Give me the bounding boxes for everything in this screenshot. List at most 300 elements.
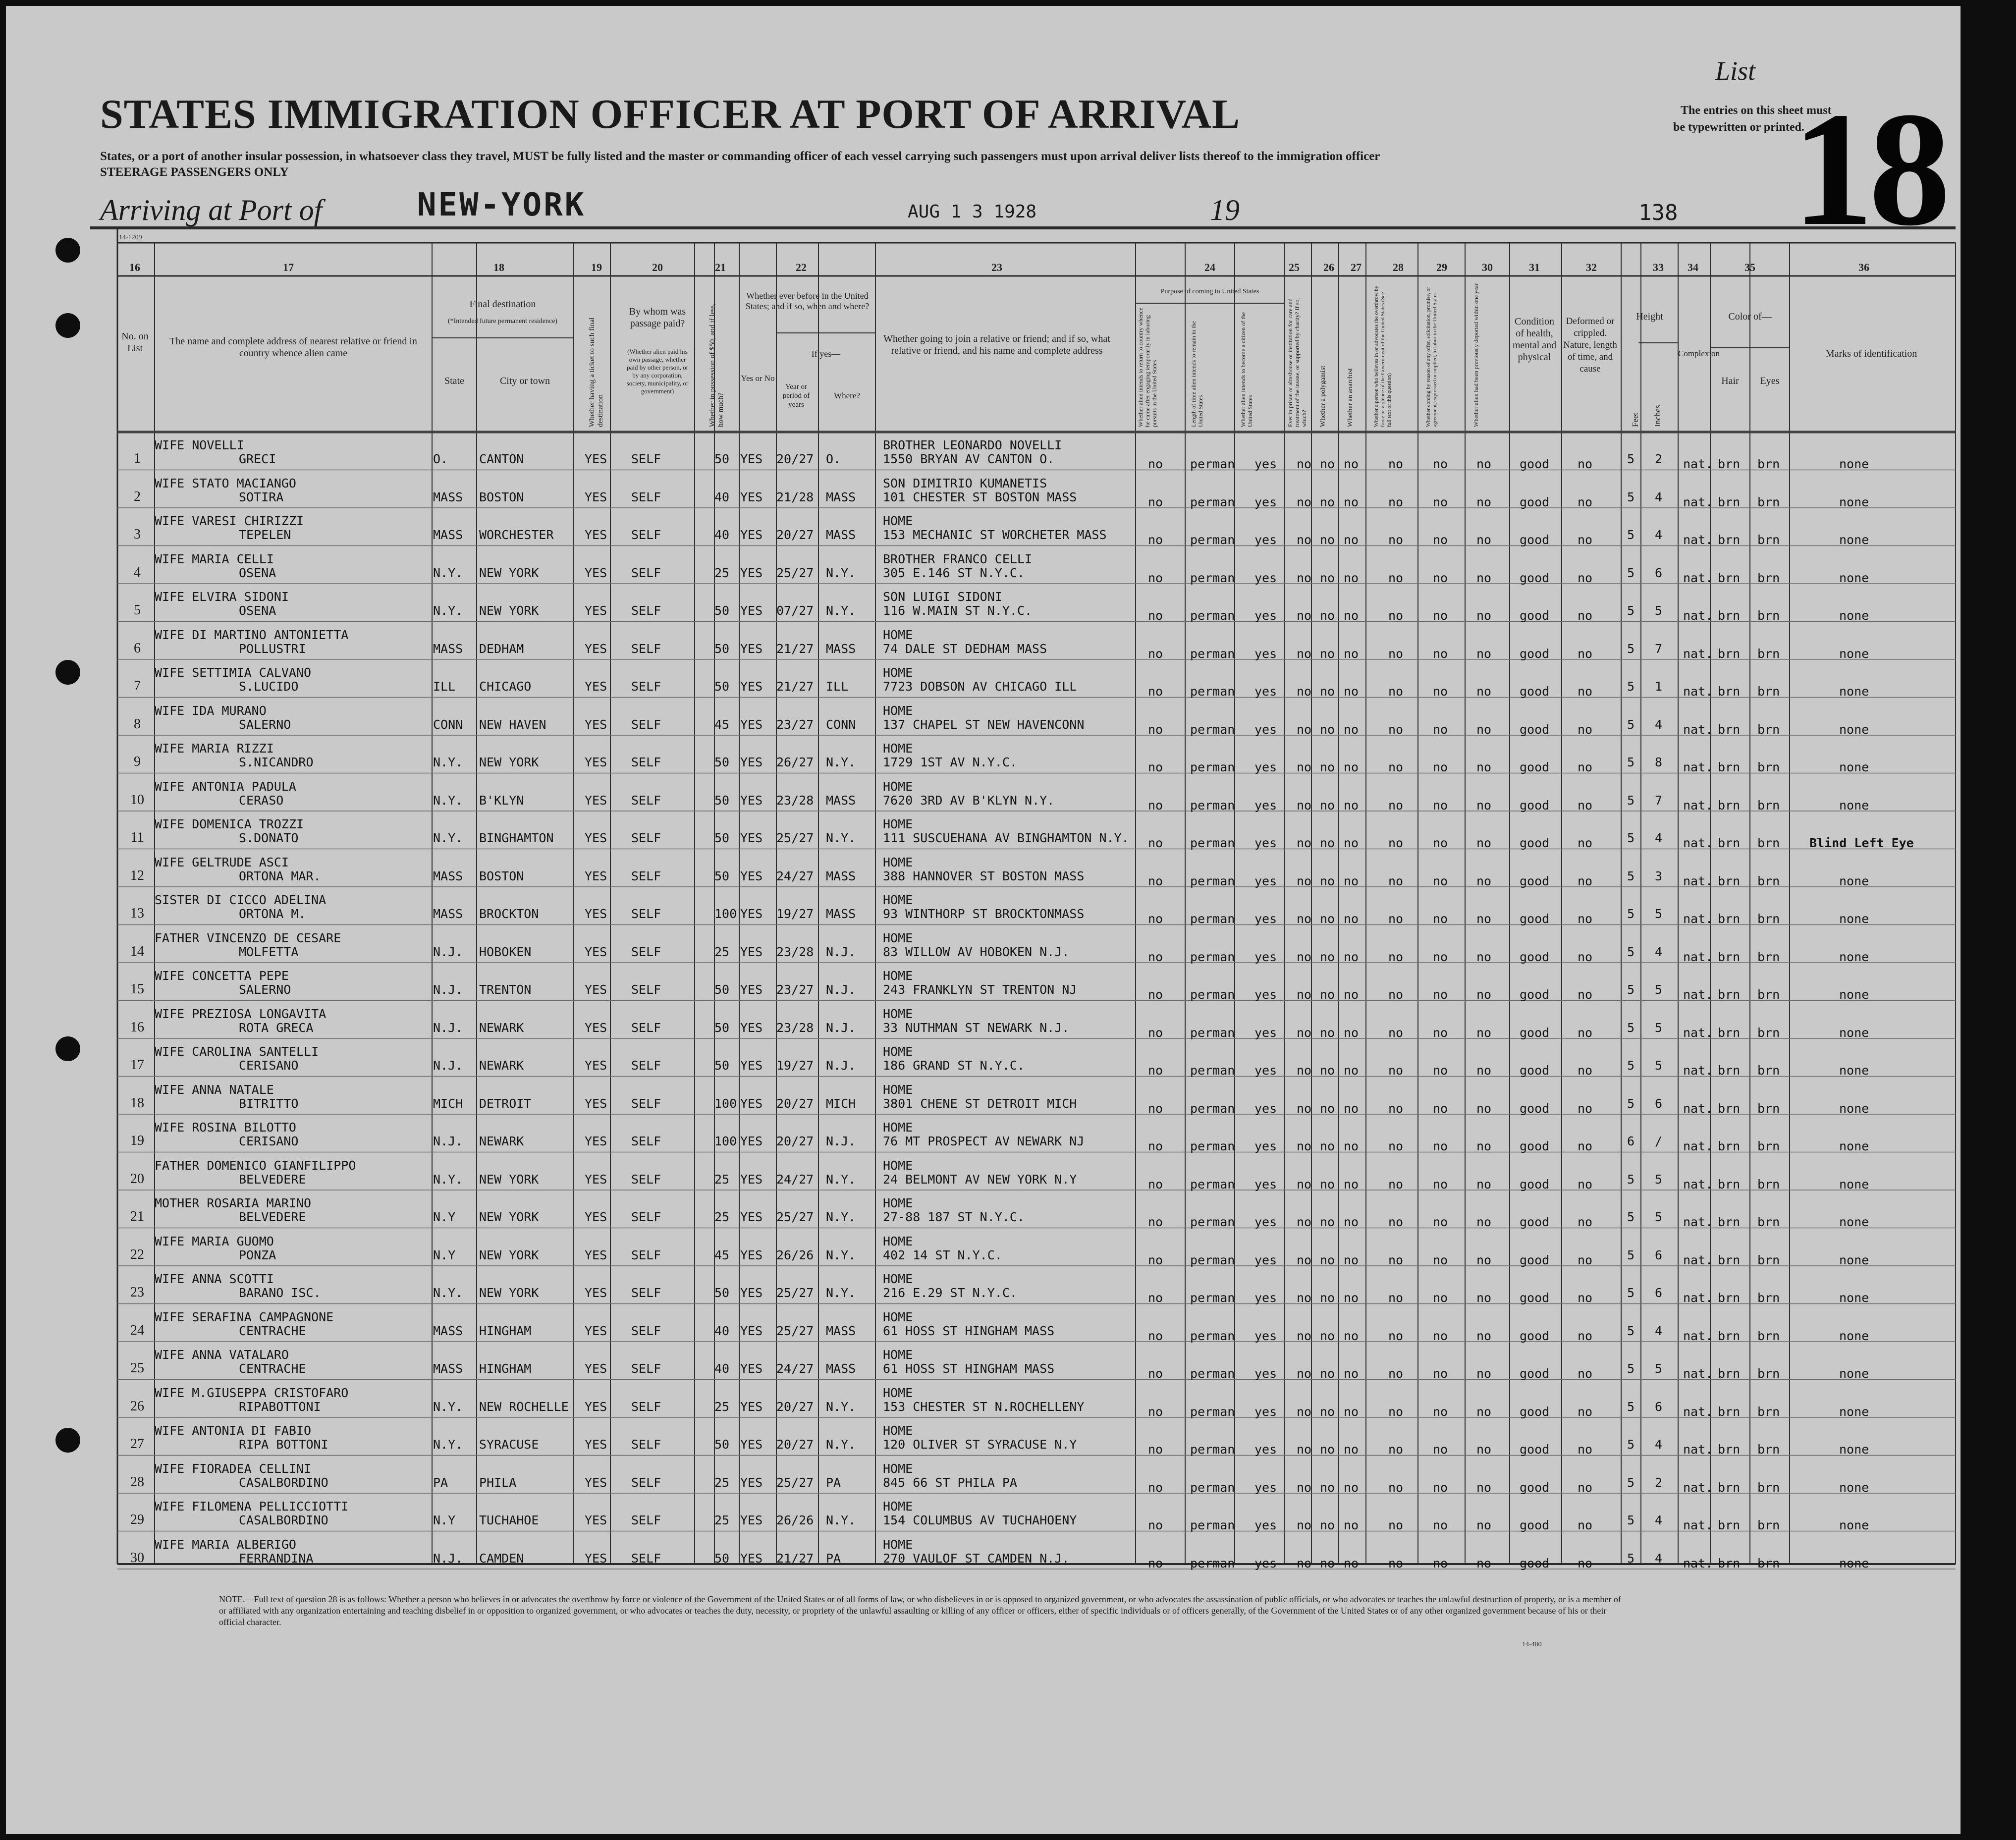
q27: no [1344, 912, 1359, 926]
q27: no [1344, 1404, 1359, 1419]
been-before: YES [740, 565, 763, 580]
arriving-label: Arriving at Port of [100, 194, 323, 226]
joining-relative: HOME [883, 1006, 913, 1021]
citizen-intent: yes [1254, 873, 1277, 888]
dest-state: MASS [433, 489, 463, 504]
marks: none [1839, 1063, 1869, 1078]
row-number: 4 [134, 564, 141, 580]
health: good [1520, 1291, 1550, 1305]
q29: no [1433, 873, 1448, 888]
deformed: no [1578, 1063, 1593, 1078]
q27: no [1344, 1101, 1359, 1116]
money: 25 [714, 1513, 730, 1527]
ticket: YES [585, 528, 607, 542]
marks: none [1839, 1366, 1869, 1381]
joining-address: 1550 BRYAN AV CANTON O. [883, 452, 1055, 466]
hair-color: brn [1718, 1025, 1741, 1040]
q25: no [1297, 1139, 1312, 1153]
height-inches: 5 [1655, 1058, 1663, 1073]
dest-city: HINGHAM [479, 1361, 532, 1376]
return-intent: no [1148, 1177, 1163, 1191]
return-intent: no [1148, 873, 1163, 888]
health: good [1520, 1025, 1550, 1040]
return-intent: no [1148, 1518, 1163, 1532]
dest-state: N.Y. [433, 1172, 463, 1187]
years: 25/27 [776, 1323, 814, 1338]
col-number: 27 [1351, 261, 1362, 273]
q28: no [1388, 684, 1404, 699]
eye-color: brn [1757, 912, 1780, 926]
deformed: no [1578, 1025, 1593, 1040]
relative-name: FATHER DOMENICO GIANFILIPPO [155, 1158, 356, 1173]
joining-relative: HOME [883, 1348, 913, 1362]
relative-name: MOTHER ROSARIA MARINO [155, 1196, 312, 1210]
length-of-stay: perman [1190, 987, 1235, 1002]
q29: no [1433, 1480, 1448, 1495]
q29: no [1433, 760, 1448, 774]
q28: no [1388, 760, 1404, 774]
where: MASS [826, 489, 856, 504]
joining-address: 137 CHAPEL ST NEW HAVENCONN [883, 717, 1085, 732]
length-of-stay: perman [1190, 1252, 1235, 1267]
q30: no [1476, 1025, 1492, 1040]
home-town: CASALBORDINO [239, 1475, 328, 1490]
citizen-intent: yes [1254, 494, 1277, 509]
length-of-stay: perman [1190, 1556, 1235, 1570]
q26: no [1320, 912, 1335, 926]
dest-city: NEW YORK [479, 603, 539, 618]
years: 23/28 [776, 793, 814, 808]
height-feet: 5 [1627, 452, 1635, 466]
q27: no [1344, 1442, 1359, 1457]
q29: no [1433, 987, 1448, 1002]
row-number: 22 [130, 1246, 144, 1262]
years: 20/27 [776, 452, 814, 466]
relative-name: WIFE ANNA SCOTTI [155, 1272, 274, 1286]
marks: none [1839, 684, 1869, 699]
row-number: 10 [130, 792, 144, 808]
dest-city: NEW YORK [479, 1286, 539, 1300]
q28: no [1388, 1252, 1404, 1267]
length-of-stay: perman [1190, 608, 1235, 623]
q29: no [1433, 798, 1448, 812]
q30: no [1476, 1366, 1492, 1381]
money: 25 [714, 944, 730, 959]
eye-color: brn [1757, 949, 1780, 964]
eye-color: brn [1757, 457, 1780, 471]
marks: none [1839, 570, 1869, 585]
length-of-stay: perman [1190, 1101, 1235, 1116]
q26: no [1320, 570, 1335, 585]
q26: no [1320, 1025, 1335, 1040]
eye-color: brn [1757, 798, 1780, 812]
q29: no [1433, 1177, 1448, 1191]
q25: no [1297, 873, 1312, 888]
been-before: YES [740, 1210, 763, 1224]
been-before: YES [740, 1020, 763, 1035]
q27: no [1344, 1252, 1359, 1267]
col-number: 34 [1688, 261, 1698, 273]
q28: no [1388, 608, 1404, 623]
height-inches: 2 [1655, 452, 1663, 466]
eye-color: brn [1757, 570, 1780, 585]
dest-state: N.Y. [433, 793, 463, 808]
header-possession-50: Whether in possession of $50, and if less, how much? [708, 303, 725, 427]
q30: no [1476, 1291, 1492, 1305]
return-intent: no [1148, 570, 1163, 585]
dest-city: B'KLYN [479, 793, 524, 808]
q30: no [1476, 1480, 1492, 1495]
paid-by: SELF [631, 1058, 661, 1073]
where: N.Y. [826, 565, 856, 580]
q29: no [1433, 1025, 1448, 1040]
q28: no [1388, 1518, 1404, 1532]
been-before: YES [740, 1134, 763, 1148]
marks: none [1839, 1556, 1869, 1570]
dest-city: BOSTON [479, 489, 524, 504]
relative-name: WIFE STATO MACIANGO [155, 476, 296, 490]
dest-city: TRENTON [479, 982, 532, 997]
complexion: nat. [1683, 912, 1713, 926]
health: good [1520, 1215, 1550, 1229]
deformed: no [1578, 949, 1593, 964]
hair-color: brn [1718, 646, 1741, 661]
been-before: YES [740, 603, 763, 618]
q25: no [1297, 1025, 1312, 1040]
q25: no [1297, 760, 1312, 774]
q28: no [1388, 646, 1404, 661]
deformed: no [1578, 873, 1593, 888]
eye-color: brn [1757, 684, 1780, 699]
paid-by: SELF [631, 868, 661, 883]
hair-color: brn [1718, 1291, 1741, 1305]
return-intent: no [1148, 722, 1163, 737]
eye-color: brn [1757, 494, 1780, 509]
relative-name: WIFE VARESI CHIRIZZI [155, 514, 304, 528]
been-before: YES [740, 831, 763, 845]
hair-color: brn [1718, 1518, 1741, 1532]
health: good [1520, 457, 1550, 471]
header-no-on-list: No. on List [121, 331, 149, 354]
eye-color: brn [1757, 1215, 1780, 1229]
row-number: 24 [130, 1322, 144, 1338]
q29: no [1433, 570, 1448, 585]
height-feet: 5 [1627, 1551, 1635, 1566]
dest-state: N.J. [433, 1551, 463, 1566]
paid-by: SELF [631, 1096, 661, 1111]
joining-relative: HOME [883, 1461, 913, 1476]
q25: no [1297, 1442, 1312, 1457]
hair-color: brn [1718, 1252, 1741, 1267]
eye-color: brn [1757, 608, 1780, 623]
health: good [1520, 1480, 1550, 1495]
years: 25/27 [776, 565, 814, 580]
q30: no [1476, 873, 1492, 888]
dest-state: CONN [433, 717, 463, 732]
joining-address: 120 OLIVER ST SYRACUSE N.Y [883, 1437, 1077, 1452]
ticket: YES [585, 1096, 607, 1111]
home-town: CASALBORDINO [239, 1513, 328, 1527]
years: 23/27 [776, 982, 814, 997]
height-feet: 5 [1627, 489, 1635, 504]
where: N.Y. [826, 1513, 856, 1527]
health: good [1520, 873, 1550, 888]
q30: no [1476, 1556, 1492, 1570]
row-number: 12 [130, 867, 144, 883]
dest-city: BOSTON [479, 868, 524, 883]
row-number: 13 [130, 906, 144, 921]
header-height: Height [1636, 311, 1663, 322]
list-label: List [1715, 56, 1756, 86]
q28: no [1388, 1291, 1404, 1305]
health: good [1520, 1177, 1550, 1191]
joining-relative: HOME [883, 1385, 913, 1400]
hair-color: brn [1718, 1101, 1741, 1116]
home-town: FERRANDINA [239, 1551, 314, 1566]
q30: no [1476, 1101, 1492, 1116]
q25: no [1297, 1328, 1312, 1343]
relative-name: WIFE IDA MURANO [155, 703, 267, 718]
q26: no [1320, 1291, 1335, 1305]
dest-city: HOBOKEN [479, 944, 532, 959]
citizen-intent: yes [1254, 1556, 1277, 1570]
health: good [1520, 1139, 1550, 1153]
money: 25 [714, 1399, 730, 1414]
q30: no [1476, 457, 1492, 471]
q29: no [1433, 1101, 1448, 1116]
return-intent: no [1148, 760, 1163, 774]
return-intent: no [1148, 608, 1163, 623]
been-before: YES [740, 1058, 763, 1073]
money: 100 [714, 907, 737, 921]
q26: no [1320, 1101, 1335, 1116]
q27: no [1344, 1215, 1359, 1229]
port-name: NEW-YORK [417, 187, 586, 223]
marks: none [1839, 1139, 1869, 1153]
q29: no [1433, 1291, 1448, 1305]
paid-by: SELF [631, 831, 661, 845]
been-before: YES [740, 1172, 763, 1187]
where: N.Y. [826, 831, 856, 845]
header-final-destination-note: (*Intended future permanent residence) [447, 318, 558, 325]
ticket: YES [585, 1286, 607, 1300]
q25: no [1297, 798, 1312, 812]
q28: no [1388, 987, 1404, 1002]
q27: no [1344, 987, 1359, 1002]
q30: no [1476, 1139, 1492, 1153]
height-inches: 5 [1655, 1361, 1663, 1376]
q26: no [1320, 646, 1335, 661]
hair-color: brn [1718, 987, 1741, 1002]
joining-relative: HOME [883, 1196, 913, 1210]
q30: no [1476, 494, 1492, 509]
q28: no [1388, 570, 1404, 585]
q26: no [1320, 1252, 1335, 1267]
dest-city: BROCKTON [479, 907, 539, 921]
money: 40 [714, 528, 730, 542]
years: 25/27 [776, 1475, 814, 1490]
marks: none [1839, 798, 1869, 812]
relative-name: FATHER VINCENZO DE CESARE [155, 930, 341, 945]
deformed: no [1578, 570, 1593, 585]
col-number: 24 [1204, 261, 1215, 273]
q25: no [1297, 457, 1312, 471]
deformed: no [1578, 760, 1593, 774]
q28: no [1388, 1442, 1404, 1457]
citizen-intent: yes [1254, 457, 1277, 471]
relative-name: WIFE MARIA RIZZI [155, 741, 274, 756]
marks: none [1839, 1215, 1869, 1229]
complexion: nat. [1683, 1442, 1713, 1457]
money: 40 [714, 1361, 730, 1376]
paid-by: SELF [631, 1210, 661, 1224]
q28: no [1388, 457, 1404, 471]
marks: none [1839, 494, 1869, 509]
dest-city: HINGHAM [479, 1323, 532, 1338]
dest-state: N.Y. [433, 831, 463, 845]
joining-relative: HOME [883, 1082, 913, 1097]
dest-state: PA [433, 1475, 448, 1490]
dest-state: MICH [433, 1096, 463, 1111]
complexion: nat. [1683, 1252, 1713, 1267]
length-of-stay: perman [1190, 1328, 1235, 1343]
ticket: YES [585, 1399, 607, 1414]
money: 40 [714, 1323, 730, 1338]
height-inches: 5 [1655, 1172, 1663, 1187]
hair-color: brn [1718, 608, 1741, 623]
typewritten-note-line-1: The entries on this sheet must [1681, 104, 1832, 117]
q26: no [1320, 533, 1335, 547]
q26: no [1320, 1518, 1335, 1532]
ticket: YES [585, 831, 607, 845]
paid-by: SELF [631, 1286, 661, 1300]
relative-name: WIFE PREZIOSA LONGAVITA [155, 1006, 327, 1021]
q25: no [1297, 533, 1312, 547]
citizen-intent: yes [1254, 1215, 1277, 1229]
col-number: 18 [493, 261, 504, 273]
q27: no [1344, 760, 1359, 774]
deformed: no [1578, 722, 1593, 737]
years: 26/26 [776, 1247, 814, 1262]
row-number: 25 [130, 1360, 144, 1376]
height-feet: 6 [1627, 1134, 1635, 1148]
q30: no [1476, 798, 1492, 812]
home-town: ROTA GRECA [239, 1020, 314, 1035]
q30: no [1476, 722, 1492, 737]
row-number: 9 [134, 754, 141, 769]
q27: no [1344, 457, 1359, 471]
ticket: YES [585, 982, 607, 997]
row-number: 30 [130, 1550, 144, 1566]
joining-relative: HOME [883, 1120, 913, 1135]
return-intent: no [1148, 1063, 1163, 1078]
deformed: no [1578, 1252, 1593, 1267]
q28: no [1388, 1328, 1404, 1343]
dest-city: NEW YORK [479, 1210, 539, 1224]
relative-name: WIFE MARIA GUOMO [155, 1234, 274, 1248]
joining-address: 7723 DOBSON AV CHICAGO ILL [883, 679, 1077, 694]
where: CONN [826, 717, 856, 732]
citizen-intent: yes [1254, 1177, 1277, 1191]
eye-color: brn [1757, 1252, 1780, 1267]
citizen-intent: yes [1254, 1101, 1277, 1116]
q25: no [1297, 1215, 1312, 1229]
money: 50 [714, 1286, 730, 1300]
eye-color: brn [1757, 987, 1780, 1002]
years: 19/27 [776, 907, 814, 921]
joining-address: 101 CHESTER ST BOSTON MASS [883, 489, 1077, 504]
q27: no [1344, 1177, 1359, 1191]
header-year-period: Year or period of years [782, 383, 810, 409]
height-feet: 5 [1627, 831, 1635, 845]
height-feet: 5 [1627, 641, 1635, 656]
q30: no [1476, 1177, 1492, 1191]
joining-relative: HOME [883, 1272, 913, 1286]
paid-by: SELF [631, 528, 661, 542]
hair-color: brn [1718, 912, 1741, 926]
where: N.Y. [826, 1286, 856, 1300]
joining-relative: HOME [883, 1234, 913, 1248]
citizen-intent: yes [1254, 1328, 1277, 1343]
joining-relative: HOME [883, 627, 913, 642]
height-feet: 5 [1627, 755, 1635, 769]
q29: no [1433, 684, 1448, 699]
health: good [1520, 798, 1550, 812]
money: 25 [714, 1210, 730, 1224]
header-become-citizen: Whether alien intends to become a citizen of the United States [1240, 312, 1253, 427]
q29: no [1433, 1366, 1448, 1381]
citizen-intent: yes [1254, 570, 1277, 585]
col-number: 33 [1653, 261, 1664, 273]
citizen-intent: yes [1254, 798, 1277, 812]
joining-address: 61 HOSS ST HINGHAM MASS [883, 1361, 1055, 1376]
hair-color: brn [1718, 1404, 1741, 1419]
header-complexion: Complexion [1678, 349, 1720, 358]
where: PA [826, 1475, 841, 1490]
ticket: YES [585, 1475, 607, 1490]
citizen-intent: yes [1254, 1252, 1277, 1267]
height-inches: 7 [1655, 641, 1663, 656]
height-feet: 5 [1627, 1096, 1635, 1111]
home-town: CENTRACHE [239, 1361, 306, 1376]
dest-state: N.Y [433, 1210, 456, 1224]
height-feet: 5 [1627, 679, 1635, 694]
home-town: GRECI [239, 452, 276, 466]
height-feet: 5 [1627, 528, 1635, 542]
return-intent: no [1148, 1328, 1163, 1343]
years: 20/27 [776, 1096, 814, 1111]
paid-by: SELF [631, 565, 661, 580]
home-town: S.DONATO [239, 831, 299, 845]
years: 23/28 [776, 944, 814, 959]
complexion: nat. [1683, 646, 1713, 661]
header-if-yes: If yes— [811, 349, 841, 359]
header-inches: Inches [1653, 405, 1662, 427]
q28: no [1388, 1215, 1404, 1229]
col-number: 21 [715, 261, 726, 273]
row-number: 19 [130, 1133, 144, 1148]
joining-address: 74 DALE ST DEDHAM MASS [883, 641, 1047, 656]
deformed: no [1578, 494, 1593, 509]
height-feet: 5 [1627, 717, 1635, 732]
q30: no [1476, 570, 1492, 585]
q26: no [1320, 873, 1335, 888]
height-inches: 1 [1655, 679, 1663, 694]
years: 25/27 [776, 831, 814, 845]
citizen-intent: yes [1254, 760, 1277, 774]
years: 07/27 [776, 603, 814, 618]
header-ever-before: Whether ever before in the United States; and if so, when and where? [745, 291, 870, 311]
